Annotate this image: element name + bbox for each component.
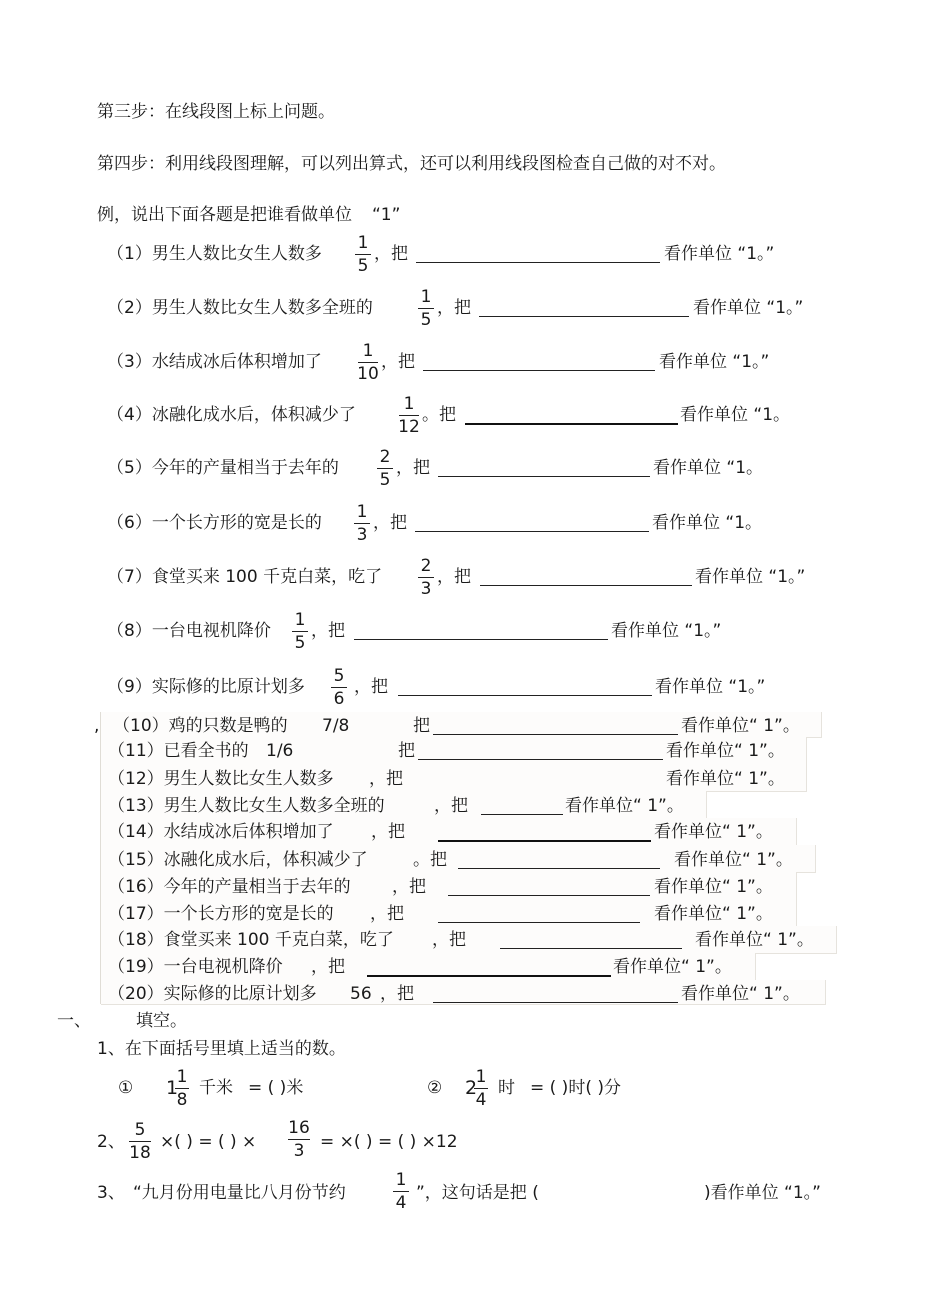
item-15-unit: 看作单位“ 1”。 [674, 850, 793, 870]
step4-text: 第四步：利用线段图理解，可以列出算式，还可以利用线段图检查自己做的对不对。 [97, 154, 726, 174]
item-14-blank[interactable] [438, 840, 651, 842]
item-20-unit: 看作单位“ 1”。 [681, 984, 800, 1004]
item-10-value: 7/8 [322, 716, 350, 736]
q3-rest: ”，这句话是把 ( [416, 1183, 539, 1203]
q1-b-whole: 2 [465, 1077, 478, 1099]
item-7-blank[interactable] [480, 585, 692, 586]
item-14-ba: ，把 [371, 822, 405, 842]
q1-a-rest: = ( )米 [248, 1078, 304, 1098]
item-15-label: （15）冰融化成水后，体积减少了 [108, 850, 368, 870]
item-2-unit: 看作单位 “1。” [693, 298, 804, 318]
example-text: 例，说出下面各题是把谁看做单位 “1” [97, 205, 401, 225]
item-14-label: （14）水结成冰后体积增加了 [108, 822, 334, 842]
item-7-fraction: 2 3 [415, 556, 437, 599]
item-8-ba: ，把 [311, 621, 345, 641]
item-15-blank[interactable] [458, 868, 660, 869]
item-20-label: （20）实际修的比原计划多 [108, 984, 317, 1004]
item-7-label: （7）食堂买来 100 千克白菜，吃了 [107, 567, 383, 587]
item-18-blank[interactable] [500, 948, 682, 949]
item-20-value: 56 [350, 984, 372, 1004]
item-2-fraction: 1 5 [415, 287, 437, 330]
section-number: 一、 [57, 1011, 91, 1031]
q1-a-unit: 千米 [199, 1078, 233, 1098]
item-14-unit: 看作单位“ 1”。 [654, 822, 773, 842]
item-10-blank[interactable] [433, 734, 678, 735]
q2-mid: ×( ) = ( ) × [160, 1132, 257, 1152]
stray-comma: , [94, 716, 100, 736]
item-1-unit: 看作单位 “1。” [664, 244, 775, 264]
item-11-ba: 把 [398, 741, 415, 761]
q1-a-fraction: 1 8 [176, 1067, 188, 1110]
q1-b-mark: ② [427, 1078, 443, 1098]
item-9-label: （9）实际修的比原计划多 [107, 677, 305, 697]
item-17-unit: 看作单位“ 1”。 [654, 904, 773, 924]
item-18-ba: ，把 [432, 930, 466, 950]
q3-end: )看作单位 “1。” [704, 1183, 821, 1203]
item-17-label: （17）一个长方形的宽是长的 [108, 904, 334, 924]
item-1-label: （1）男生人数比女生人数多 [107, 244, 322, 264]
item-19-unit: 看作单位“ 1”。 [613, 957, 732, 977]
item-20-blank[interactable] [433, 1002, 678, 1003]
item-15-ba: 。把 [413, 850, 447, 870]
item-6-ba: ，把 [373, 513, 407, 533]
item-7-ba: ，把 [437, 567, 471, 587]
item-3-unit: 看作单位 “1。” [659, 352, 770, 372]
item-6-blank[interactable] [415, 531, 649, 532]
item-11-unit: 看作单位“ 1”。 [666, 741, 785, 761]
q2-rest: = ×( ) = ( ) ×12 [320, 1132, 458, 1152]
q2-fraction-1: 5 18 [129, 1120, 151, 1163]
item-16-label: （16）今年的产量相当于去年的 [108, 877, 351, 897]
item-13-ba: ，把 [434, 796, 468, 816]
item-16-ba: ，把 [392, 877, 426, 897]
q1-b-unit: 时 [498, 1078, 515, 1098]
item-16-unit: 看作单位“ 1”。 [654, 877, 773, 897]
item-5-label: （5）今年的产量相当于去年的 [107, 458, 339, 478]
item-13-unit: 看作单位“ 1”。 [565, 796, 684, 816]
item-11-blank[interactable] [418, 759, 663, 760]
item-13-label: （13）男生人数比女生人数多全班的 [108, 796, 385, 816]
q1-b-fraction: 1 4 [475, 1067, 487, 1110]
item-20-ba: ，把 [380, 984, 414, 1004]
item-4-blank[interactable] [465, 423, 678, 425]
item-3-blank[interactable] [423, 370, 655, 371]
item-1-blank[interactable] [416, 262, 660, 263]
item-6-label: （6）一个长方形的宽是长的 [107, 513, 322, 533]
item-2-ba: ，把 [437, 298, 471, 318]
item-6-unit: 看作单位 “1。 [652, 513, 763, 533]
item-16-blank[interactable] [448, 895, 650, 896]
item-9-unit: 看作单位 “1。” [655, 677, 766, 697]
section-title: 填空。 [136, 1011, 187, 1031]
item-7-unit: 看作单位 “1。” [695, 567, 806, 587]
item-8-fraction: 1 5 [289, 610, 311, 653]
step3-text: 第三步：在线段图上标上问题。 [97, 102, 335, 122]
item-1-fraction: 1 5 [352, 233, 374, 276]
item-2-blank[interactable] [479, 316, 689, 317]
item-18-label: （18）食堂买来 100 千克白菜，吃了 [108, 930, 394, 950]
item-9-ba: ，把 [354, 677, 388, 697]
item-17-blank[interactable] [438, 922, 640, 923]
item-12-unit: 看作单位“ 1”。 [666, 769, 785, 789]
item-8-blank[interactable] [354, 639, 608, 640]
item-12-ba: ，把 [369, 769, 403, 789]
q1-a-mark: ① [118, 1078, 134, 1098]
q3-fraction: 1 4 [390, 1170, 412, 1213]
q2-fraction-2: 16 3 [288, 1118, 310, 1161]
item-8-label: （8）一台电视机降价 [107, 621, 271, 641]
item-17-ba: ，把 [370, 904, 404, 924]
q1-a-whole: 1 [166, 1077, 179, 1099]
item-19-blank[interactable] [367, 975, 611, 977]
item-19-label: （19）一台电视机降价 [108, 957, 283, 977]
item-4-label: （4）冰融化成水后，体积减少了 [107, 405, 356, 425]
item-11-label: （11）已看全书的 [108, 741, 249, 761]
q3-text: “九月份用电量比八月份节约 [133, 1183, 346, 1203]
q3-label: 3、 [97, 1183, 125, 1203]
item-4-fraction: 1 12 [398, 394, 420, 437]
item-11-value: 1/6 [266, 741, 294, 761]
item-13-blank[interactable] [481, 814, 563, 815]
q1-b-rest: = ( )时( )分 [530, 1078, 621, 1098]
item-9-blank[interactable] [398, 695, 652, 696]
item-19-ba: ，把 [311, 957, 345, 977]
item-5-fraction: 2 5 [374, 447, 396, 490]
item-18-unit: 看作单位“ 1”。 [695, 930, 814, 950]
item-6-fraction: 1 3 [351, 502, 373, 545]
item-10-unit: 看作单位“ 1”。 [681, 716, 800, 736]
q2-label: 2、 [97, 1132, 125, 1152]
item-9-fraction: 5 6 [328, 666, 350, 709]
item-10-ba: 把 [413, 716, 430, 736]
item-12-label: （12）男生人数比女生人数多 [108, 769, 334, 789]
item-4-ba: 。把 [422, 405, 456, 425]
item-2-label: （2）男生人数比女生人数多全班的 [107, 298, 373, 318]
item-3-fraction: 1 10 [357, 341, 379, 384]
item-8-unit: 看作单位 “1。” [611, 621, 722, 641]
item-3-label: （3）水结成冰后体积增加了 [107, 352, 322, 372]
item-1-ba: ，把 [374, 244, 408, 264]
item-5-unit: 看作单位 “1。 [653, 458, 764, 478]
q1-title: 1、在下面括号里填上适当的数。 [97, 1039, 346, 1059]
item-3-ba: ，把 [381, 352, 415, 372]
item-5-blank[interactable] [438, 476, 650, 477]
item-4-unit: 看作单位 “1。 [680, 405, 791, 425]
item-5-ba: ，把 [396, 458, 430, 478]
item-10-label: （10）鸡的只数是鸭的 [113, 716, 288, 736]
